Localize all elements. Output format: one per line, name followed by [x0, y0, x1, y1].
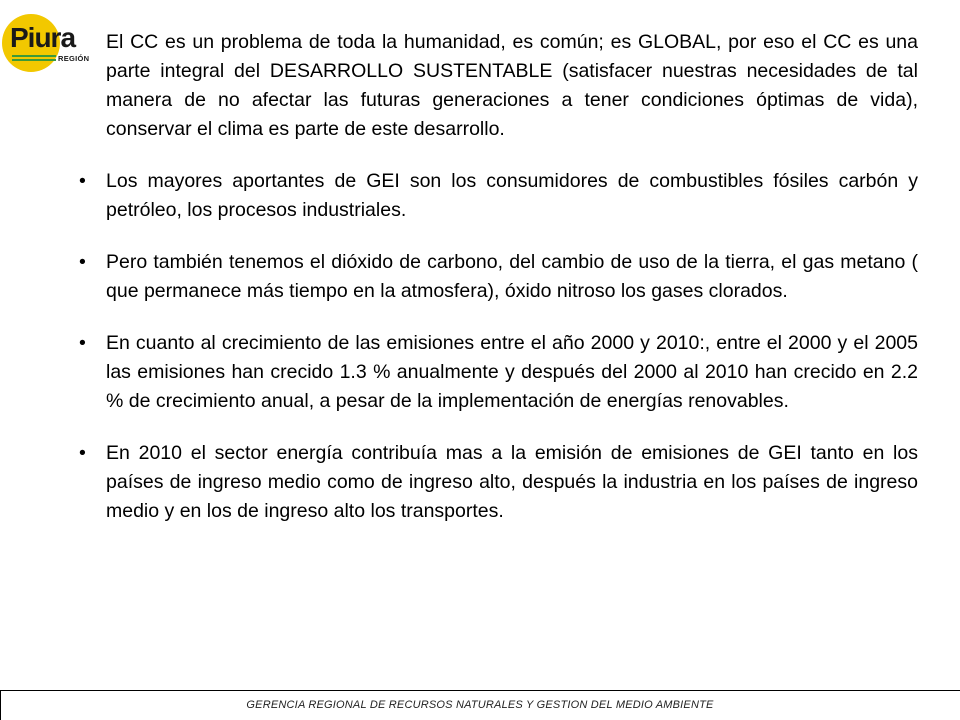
bullet-marker: •: [79, 170, 86, 192]
bullet-item: [79, 167, 918, 225]
slide-content: [79, 28, 918, 549]
logo-name: Piura: [10, 22, 76, 53]
bullet-text: Pero también tenemos el dióxido de carbono, del cambio de uso de la tierra, el gas metano ( que permanece más tiempo en la atmosfera), óxido nitroso los gases clorados.: [106, 251, 918, 302]
bullet-text: En 2010 el sector energía contribuía mas a la emisión de emisiones de GEI tanto en los países de ingreso medio como de ingreso alto, después la industria en los países de ingreso medio y en los de ingreso alto los transportes.: [106, 442, 918, 522]
bullet-text: En cuanto al crecimiento de las emisiones entre el año 2000 y 2010:, entre el 2000 y el 2005 las emisiones han crecido 1.3 % anualmente y después del 2000 al 2010 han crecido en 2.2 % de crecimiento anual, a pesar de la implementación de energías renovables.: [106, 332, 918, 412]
footer-divider: [0, 690, 960, 691]
logo-stripe: [12, 55, 56, 57]
paragraph-intro: [106, 28, 918, 144]
footer-text: GERENCIA REGIONAL DE RECURSOS NATURALES Y GESTION DEL MEDIO AMBIENTE: [246, 699, 714, 711]
bullet-item: [79, 248, 918, 306]
bullet-marker: •: [79, 251, 86, 273]
bullet-item: [79, 439, 918, 526]
bullet-text: Los mayores aportantes de GEI son los consumidores de combustibles fósiles carbón y petróleo, los procesos industriales.: [106, 170, 918, 221]
logo-subtitle: REGIÓN: [58, 54, 90, 63]
piura-region-logo: [2, 14, 98, 72]
logo-stripe: [12, 59, 56, 61]
paragraph-text: El CC es un problema de toda la humanidad, es común; es GLOBAL, por eso el CC es una parte integral del DESARROLLO SUSTENTABLE (satisfacer nuestras necesidades de tal manera de no afectar las futuras generaciones a tener condiciones óptimas de vida), conservar el clima es parte de este desarrollo.: [106, 31, 918, 140]
bullet-item: [79, 329, 918, 416]
bullet-marker: •: [79, 442, 86, 464]
bullet-marker: •: [79, 332, 86, 354]
